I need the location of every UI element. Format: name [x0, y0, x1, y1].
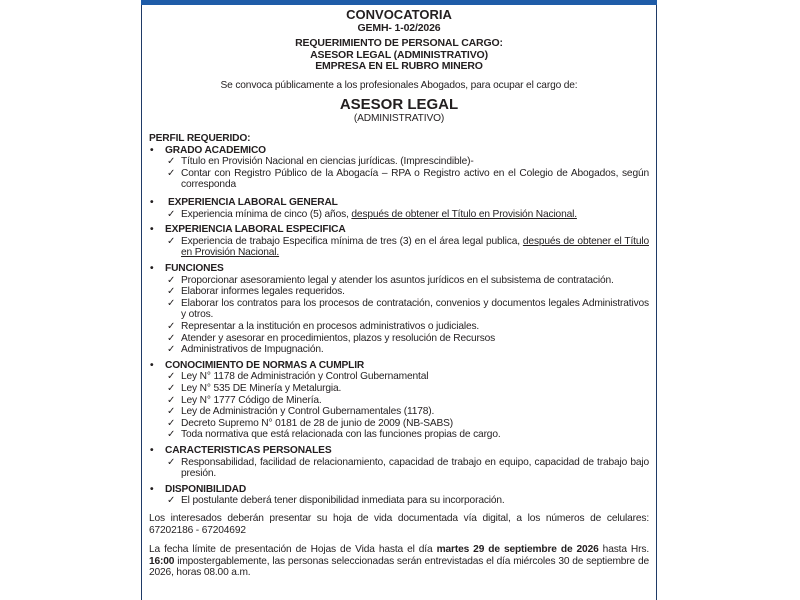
- list-item: ✓ Ley N° 535 DE Minería y Metalurgia.: [167, 382, 342, 394]
- bullet-icon: •: [150, 224, 154, 236]
- list-item: ✓ Toda normativa que está relacionada con las funciones propias de cargo.: [167, 429, 501, 441]
- requirement-line: EMPRESA EN EL RUBRO MINERO: [315, 60, 483, 72]
- section-title: EXPERIENCIA LABORAL GENERAL: [168, 197, 338, 209]
- list-item: ✓ Título en Provisión Nacional en ciencias jurídicas. (Imprescindible)-: [167, 156, 474, 168]
- list-item: ✓ Ley N° 1777 Código de Minería.: [167, 394, 322, 406]
- list-item: ✓ Administrativos de Impugnación.: [167, 344, 324, 356]
- announcement-title: CONVOCATORIA: [346, 7, 452, 22]
- top-accent-bar: [141, 0, 657, 5]
- list-item: ✓ Elaborar informes legales requeridos.: [167, 286, 345, 298]
- requirement-list: [149, 236, 649, 259]
- requirement-list: [149, 156, 649, 191]
- section-heading: [149, 484, 649, 496]
- list-item: ✓ El postulante deberá tener disponibilidad inmediata para su incorporación.: [167, 495, 505, 507]
- function-list: [149, 275, 649, 356]
- section-heading: [149, 445, 649, 457]
- section-general-experience: [149, 197, 649, 220]
- section-functions: [149, 263, 649, 356]
- section-heading: [149, 263, 649, 275]
- requirement-list: [149, 209, 649, 221]
- list-item: ✓ Decreto Supremo N° 0181 de 28 de junio de 2009 (NB-SABS): [167, 417, 454, 429]
- section-heading: [149, 145, 649, 157]
- section-specific-experience: [149, 224, 649, 259]
- regulation-list: [149, 371, 649, 441]
- profile-heading: PERFIL REQUERIDO:: [149, 133, 251, 145]
- check-icon: ✓: [167, 456, 176, 468]
- check-icon: ✓: [167, 286, 176, 298]
- deadline-paragraph: La fecha límite de presentación de Hojas de Vida hasta el día martes 29 de septiembre de 2026 hasta Hrs. 16:00 impostergablemente, las personas seleccionadas serán entrevistadas el día miércoles 30 de septiembre de 2026, horas 08.00 a.m.: [149, 544, 650, 579]
- requirement-block: [149, 38, 649, 73]
- section-heading: [149, 360, 649, 372]
- check-icon: ✓: [167, 235, 176, 247]
- bullet-icon: •: [150, 444, 154, 456]
- check-icon: ✓: [167, 429, 176, 441]
- list-item: ✓ Ley N° 1178 de Administración y Control Gubernamental: [167, 371, 429, 383]
- list-item: ✓ Experiencia mínima de cinco (5) años, después de obtener el Título en Provisión Nacional.: [167, 208, 577, 220]
- contact-paragraph: Los interesados deberán presentar su hoja de vida documentada vía digital, a los números de celulares: 67202186 - 67204692: [149, 512, 649, 536]
- check-icon: ✓: [167, 297, 176, 309]
- section-personal-traits: [149, 445, 649, 480]
- section-title: FUNCIONES: [165, 263, 224, 275]
- list-item: ✓ Representar a la institución en procesos administrativos o judiciales.: [167, 321, 480, 332]
- deadline-date: martes 29 de septiembre de 2026: [436, 544, 599, 556]
- list-item: ✓ Contar con Registro Público de la Abogacía – RPA o Registro activo en el Colegio de Abogados, según corresponda: [167, 167, 649, 191]
- requirement-line: REQUERIMIENTO DE PERSONAL CARGO:: [295, 37, 503, 49]
- check-icon: ✓: [167, 167, 176, 179]
- bullet-icon: •: [150, 263, 154, 275]
- trait-list: [149, 457, 649, 480]
- check-icon: ✓: [167, 274, 176, 286]
- check-icon: ✓: [167, 382, 176, 394]
- check-icon: ✓: [167, 332, 176, 344]
- check-icon: ✓: [167, 156, 176, 168]
- list-item: ✓ Atender y asesorar en procedimientos, plazos y resolución de Recursos: [167, 332, 496, 344]
- section-title: DISPONIBILIDAD: [165, 483, 247, 495]
- section-title: EXPERIENCIA LABORAL ESPECIFICA: [165, 224, 346, 236]
- availability-list: [149, 495, 649, 507]
- bullet-icon: •: [150, 483, 154, 495]
- section-heading: [149, 197, 649, 209]
- check-icon: ✓: [167, 321, 176, 332]
- check-icon: ✓: [167, 417, 176, 429]
- check-icon: ✓: [167, 344, 176, 356]
- list-item: ✓ Elaborar los contratos para los procesos de contratación, convenios y documentos legales Administrativos y otros.: [167, 297, 649, 321]
- section-academic-degree: [149, 145, 649, 191]
- check-icon: ✓: [167, 371, 176, 383]
- job-announcement: [149, 8, 649, 579]
- section-heading: [149, 224, 649, 236]
- list-item: ✓ Responsabilidad, facilidad de relacionamiento, capacidad de trabajo en equipo, capacidad de trabajo bajo presión.: [167, 456, 649, 480]
- section-title: CARACTERISTICAS PERSONALES: [165, 444, 332, 456]
- bullet-icon: •: [150, 359, 154, 371]
- section-title: GRADO ACADEMICO: [165, 144, 266, 156]
- list-item: ✓ Ley de Administración y Control Gubernamentales (1178).: [167, 406, 435, 418]
- position-title: ASESOR LEGAL: [339, 96, 459, 114]
- position-subtitle: (ADMINISTRATIVO): [353, 113, 445, 125]
- deadline-time: 16:00: [149, 555, 175, 567]
- intro-text: Se convoca públicamente a los profesionales Abogados, para ocupar el cargo de:: [220, 79, 578, 91]
- bullet-icon: •: [150, 144, 154, 156]
- section-availability: [149, 484, 649, 507]
- announcement-code: GEMH- 1-02/2026: [357, 22, 441, 34]
- requirement-line: ASESOR LEGAL (ADMINISTRATIVO): [310, 48, 488, 61]
- list-item: ✓ Experiencia de trabajo Especifica mínima de tres (3) en el área legal publica, después de obtener el Título en Provisión Nacional.: [167, 235, 649, 259]
- list-item: ✓ Proporcionar asesoramiento legal y atender los asuntos jurídicos en el subsistema de contratación.: [167, 274, 614, 286]
- section-regulations: [149, 360, 649, 441]
- section-title: CONOCIMIENTO DE NORMAS A CUMPLIR: [165, 359, 365, 371]
- check-icon: ✓: [167, 208, 176, 220]
- check-icon: ✓: [167, 394, 176, 406]
- bullet-icon: •: [150, 197, 154, 209]
- check-icon: ✓: [167, 495, 176, 507]
- check-icon: ✓: [167, 406, 176, 418]
